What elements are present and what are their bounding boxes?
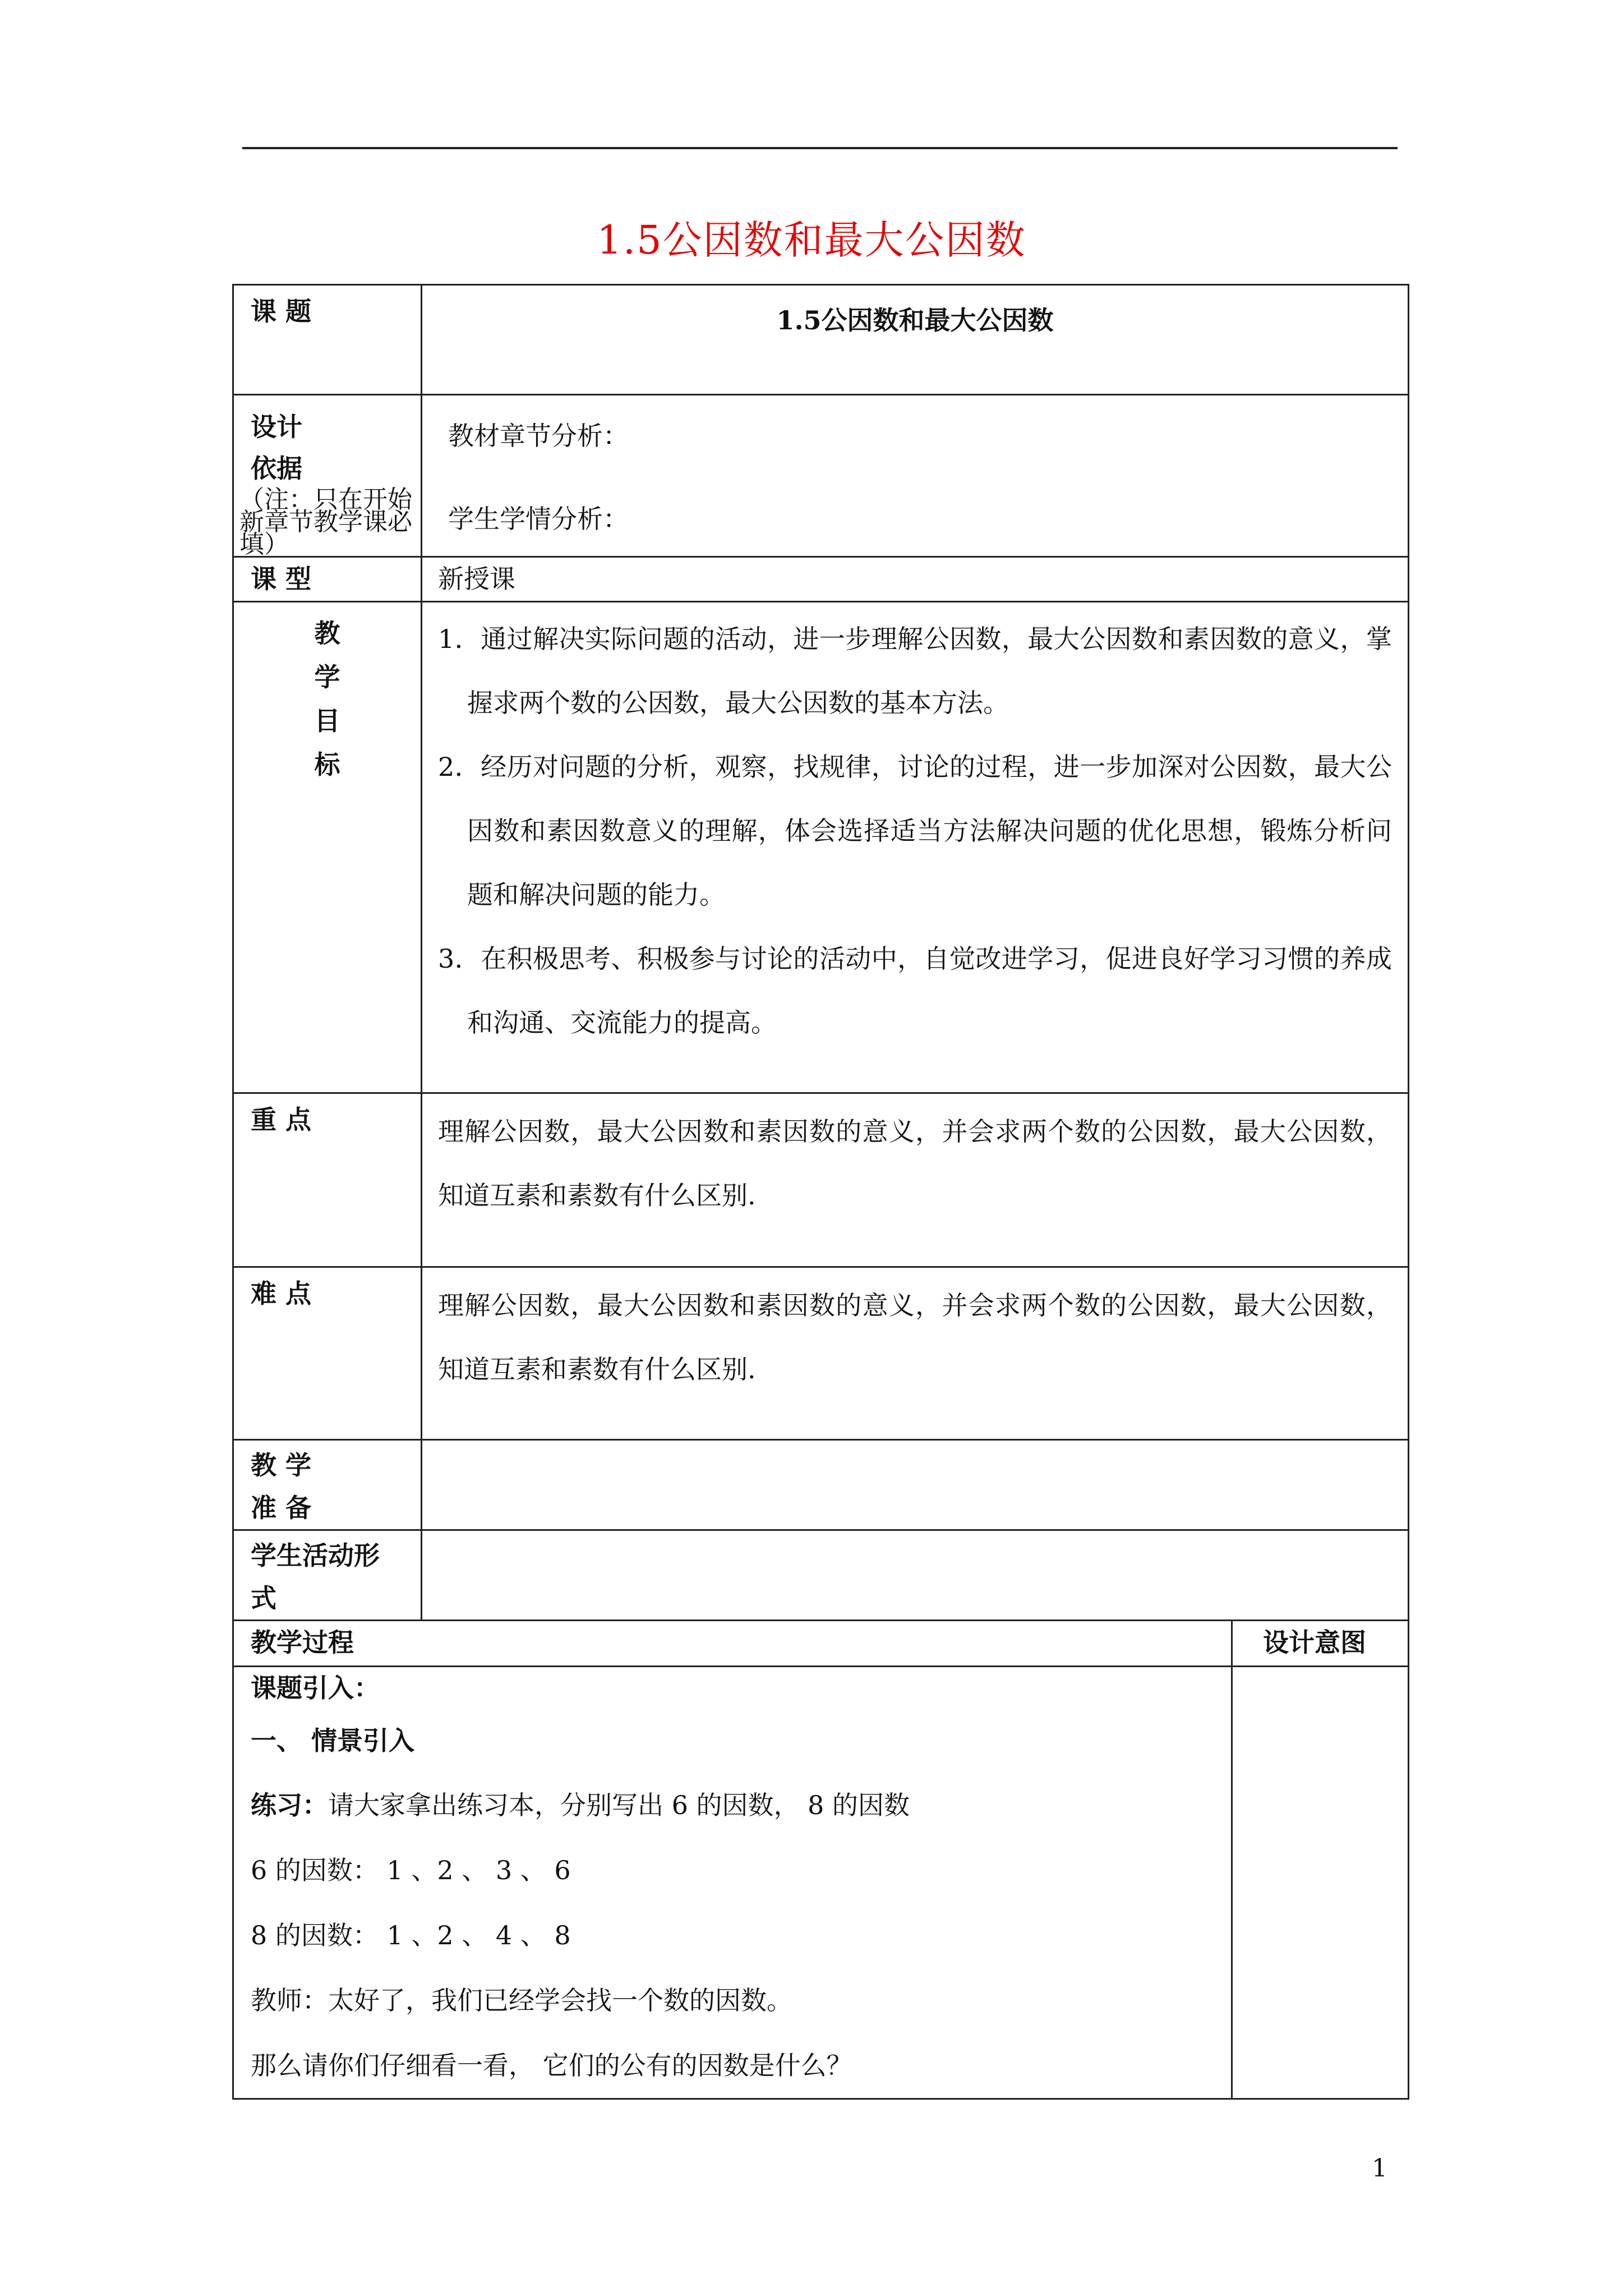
row-activity-form xyxy=(233,1530,1409,1621)
goals-label-char: 学 xyxy=(314,662,340,692)
preparation-label-cell xyxy=(233,1440,422,1530)
key-points-label: 重 点 xyxy=(233,1093,422,1267)
goal-item: 3．在积极思考、积极参与讨论的活动中，自觉改进学习，促进良好学习习惯的养成和沟通、交流能力的提高。 xyxy=(438,944,1392,1038)
header-rule xyxy=(242,147,1398,149)
factors-of-6: 6 的因数： 1 、2 、 3 、 6 xyxy=(251,1855,571,1885)
type-label: 课 型 xyxy=(233,557,422,602)
lesson-plan-table xyxy=(232,284,1409,2100)
basis-item-textbook: 教材章节分析： xyxy=(448,421,629,451)
row-key-points xyxy=(233,1093,1409,1267)
activity-value xyxy=(422,1530,1409,1621)
design-intent-cell xyxy=(1232,1667,1409,2099)
process-header: 教学过程 xyxy=(233,1621,1232,1667)
row-lesson-type xyxy=(233,557,1409,602)
key-points-value: 理解公因数，最大公因数和素因数的意义，并会求两个数的公因数，最大公因数，知道互素和素数有什么区别. xyxy=(438,1116,1392,1211)
basis-item-students: 学生学情分析： xyxy=(448,504,629,534)
goals-content xyxy=(422,602,1409,1093)
document-title: 1.5公因数和最大公因数 xyxy=(597,217,1026,263)
page-number: 1 xyxy=(1372,2154,1387,2183)
activity-label-cell xyxy=(233,1530,422,1621)
row-difficulties xyxy=(233,1267,1409,1440)
section-heading: 一、 情景引入 xyxy=(251,1726,415,1756)
goal-item: 1．通过解决实际问题的活动，进一步理解公因数，最大公因数和素因数的意义，掌握求两个数的公因数，最大公因数的基本方法。 xyxy=(438,624,1392,718)
row-goals xyxy=(233,602,1409,1093)
exercise-text: 请大家拿出练习本，分别写出 6 的因数， 8 的因数 xyxy=(328,1790,910,1820)
basis-note: （注：只在开始新章节教学课必填） xyxy=(239,485,412,559)
type-value: 新授课 xyxy=(422,557,1409,602)
basis-label-line2: 依据 xyxy=(251,453,302,484)
activity-label-line2: 式 xyxy=(251,1583,276,1613)
topic-value: 1.5公因数和最大公因数 xyxy=(422,285,1409,395)
teacher-remark: 教师：太好了，我们已经学会找一个数的因数。 xyxy=(251,1985,792,2016)
key-points-cell xyxy=(422,1093,1409,1267)
row-process-body xyxy=(233,1667,1409,2099)
goals-label-char: 目 xyxy=(314,706,340,736)
preparation-value xyxy=(422,1440,1409,1530)
goal-item: 2．经历对问题的分析，观察，找规律，讨论的过程，进一步加深对公因数，最大公因数和素因数意义的理解，体会选择适当方法解决问题的优化思想，锻炼分析问题和解决问题的能力。 xyxy=(438,752,1392,910)
row-process-header xyxy=(233,1621,1409,1667)
preparation-label-line1: 教 学 xyxy=(251,1450,312,1480)
exercise-label: 练习： xyxy=(251,1790,328,1820)
preparation-label-line2: 准 备 xyxy=(251,1493,312,1523)
basis-label-cell xyxy=(233,395,422,557)
activity-label-line1: 学生活动形 xyxy=(251,1540,380,1571)
question-line: 那么请你们仔细看一看， 它们的公有的因数是什么？ xyxy=(251,2050,852,2081)
goals-label-char: 标 xyxy=(314,749,340,780)
topic-label: 课 题 xyxy=(233,285,422,395)
difficulties-cell xyxy=(422,1267,1409,1440)
difficulties-value: 理解公因数，最大公因数和素因数的意义，并会求两个数的公因数，最大公因数，知道互素和素数有什么区别. xyxy=(438,1290,1392,1384)
factors-of-8: 8 的因数： 1 、2 、 4 、 8 xyxy=(251,1920,571,1950)
basis-content xyxy=(422,395,1409,557)
row-preparation xyxy=(233,1440,1409,1530)
row-design-basis xyxy=(233,395,1409,557)
difficulties-label: 难 点 xyxy=(233,1267,422,1440)
row-topic xyxy=(233,285,1409,395)
exercise-line xyxy=(251,1773,1214,1838)
process-content xyxy=(233,1667,1232,2099)
design-intent-header: 设计意图 xyxy=(1232,1621,1409,1667)
goals-label xyxy=(233,602,422,1093)
goals-label-char: 教 xyxy=(314,618,340,648)
intro-heading: 课题引入： xyxy=(251,1673,380,1703)
basis-label-line1: 设计 xyxy=(251,412,302,442)
